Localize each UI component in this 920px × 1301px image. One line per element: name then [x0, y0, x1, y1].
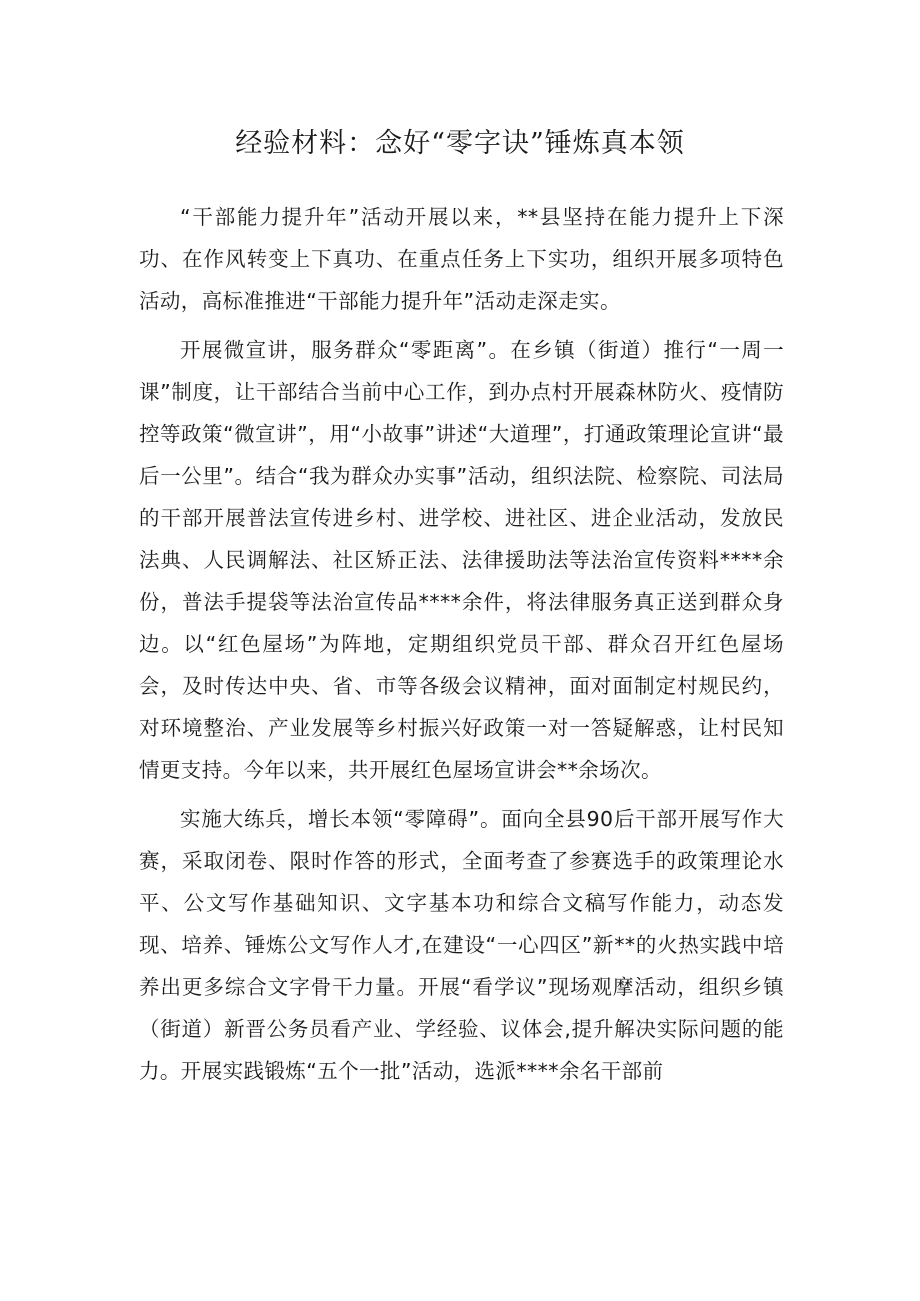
paragraph-intro: “干部能力提升年”活动开展以来，**县坚持在能力提升上下深功、在作风转变上下真功、在重点任务上下实功，组织开展多项特色活动，高标准推进“干部能力提升年”活动走深走实。	[139, 205, 784, 313]
document-title: 经验材料：念好“零字诀”锤炼真本领	[235, 128, 685, 159]
paragraph-training: 实施大练兵，增长本领“零障碍”。面向全县90后干部开展写作大赛，采取闭卷、限时作答的形式，全面考查了参赛选手的政策理论水平、公文写作基础知识、文字基本功和综合文稿写作能力，动态发现、培养、锤炼公文写作人才,在建设“一心四区”新**的火热实践中培养出更多综合文字骨干力量。开展“看学议”现场观摩活动，组织乡镇（街道）新晋公务员看产业、学经验、议体会,提升解决实际问题的能力。开展实践锻炼“五个一批”活动，选派****余名干部前	[139, 807, 784, 1083]
document-body	[139, 196, 784, 1099]
paragraph-micro-lecture: 开展微宣讲，服务群众“零距离”。在乡镇（街道）推行“一周一课”制度，让干部结合当前中心工作，到办点村开展森林防火、疫情防控等政策“微宣讲”，用“小故事”讲述“大道理”，打通政策理论宣讲“最后一公里”。结合“我为群众办实事”活动，组织法院、检察院、司法局的干部开展普法宣传进乡村、进学校、进社区、进企业活动，发放民法典、人民调解法、社区矫正法、法律援助法等法治宣传资料****余份，普法手提袋等法治宣传品****余件，将法律服务真正送到群众身边。以“红色屋场”为阵地，定期组织党员干部、群众召开红色屋场会，及时传达中央、省、市等各级会议精神，面对面制定村规民约，对环境整治、产业发展等乡村振兴好政策一对一答疑解惑，让村民知情更支持。今年以来，共开展红色屋场宣讲会**余场次。	[139, 338, 784, 782]
